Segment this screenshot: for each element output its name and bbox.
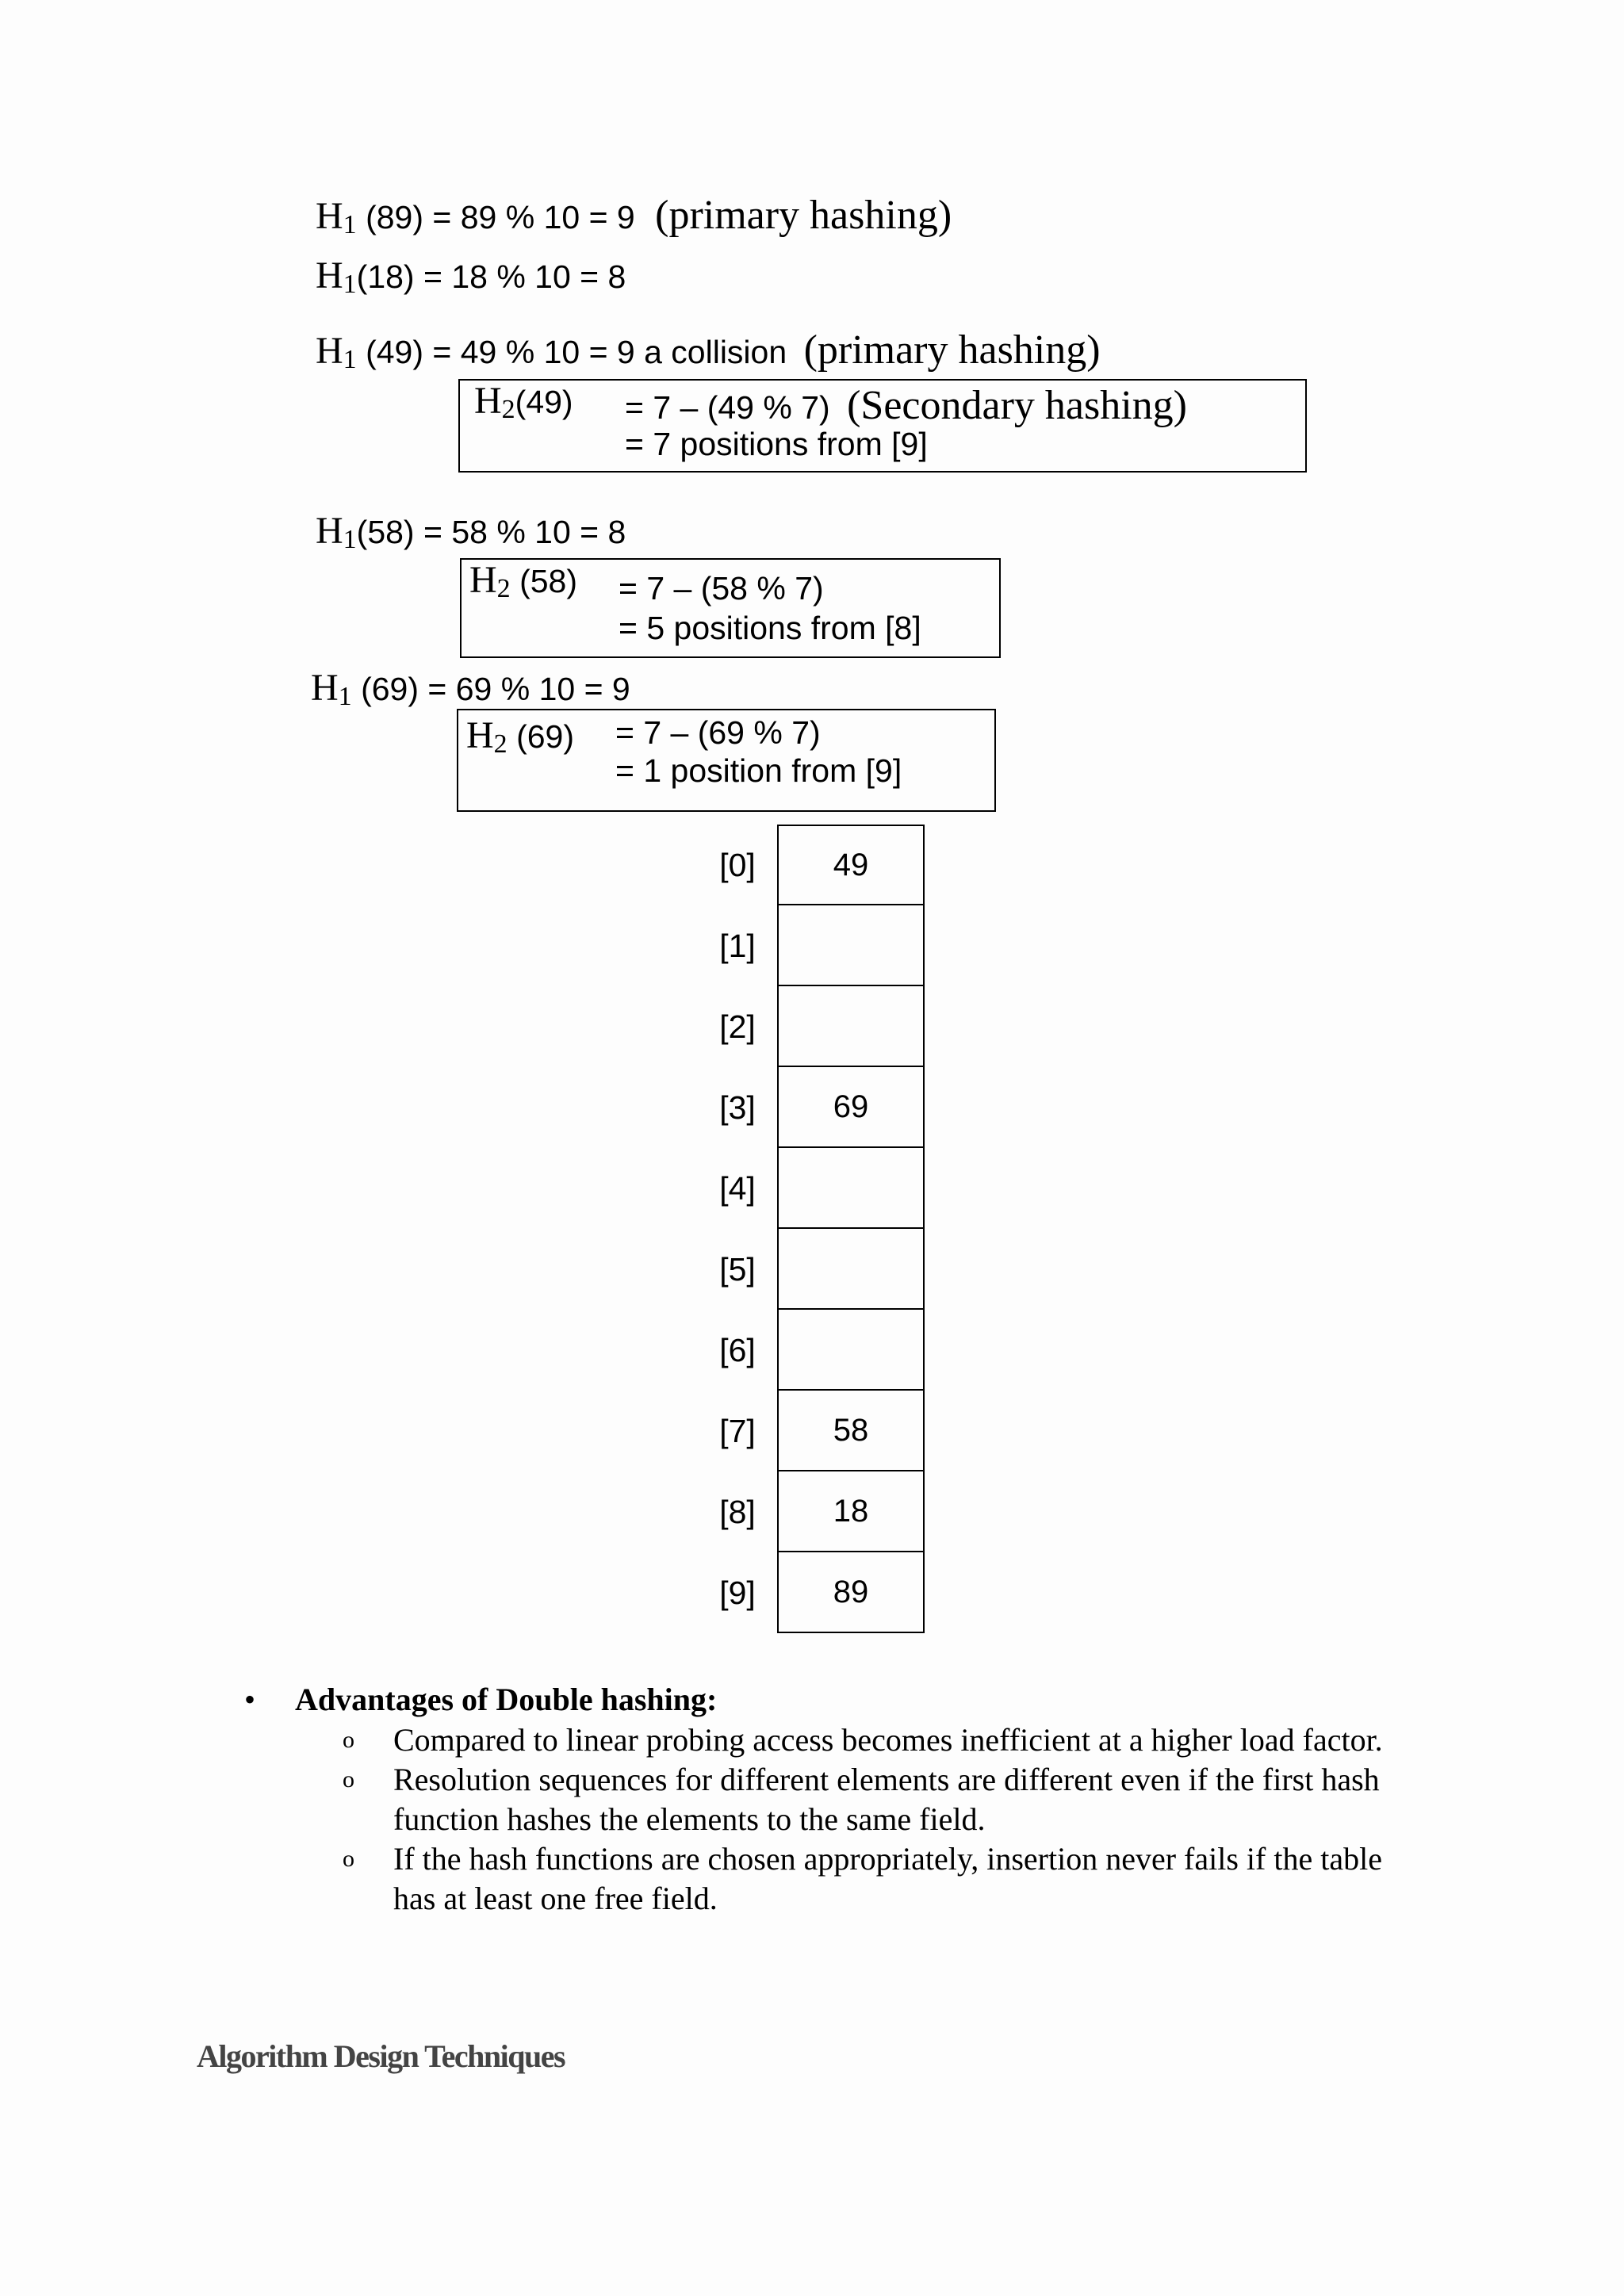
table-row xyxy=(698,1391,936,1471)
h1-58-arg: (58) xyxy=(356,514,415,550)
page-footer: Algorithm Design Techniques xyxy=(197,2038,565,2074)
subscript: 1 xyxy=(343,270,357,299)
h2-49-expr-row xyxy=(625,383,1187,428)
table-cell xyxy=(777,1148,925,1229)
h2-49-note: (Secondary hashing) xyxy=(847,383,1187,428)
table-index: [6] xyxy=(719,1331,756,1368)
table-index: [2] xyxy=(719,1008,756,1045)
table-cell: 69 xyxy=(777,1067,925,1148)
h1-49-arg: (49) xyxy=(366,334,423,370)
h2-58-box xyxy=(460,558,1001,658)
h2-49-line2: = 7 positions from [9] xyxy=(625,426,928,462)
subscript: 1 xyxy=(338,682,352,711)
subscript: 1 xyxy=(343,345,357,374)
h1-89-note: (primary hashing) xyxy=(655,193,952,238)
table-cell: 89 xyxy=(777,1552,925,1633)
table-row xyxy=(698,1471,936,1552)
h2-58-line1 xyxy=(469,561,577,608)
table-index: [1] xyxy=(719,927,756,964)
table-row xyxy=(698,1310,936,1391)
h2-69-expr: = 7 – (69 % 7) xyxy=(615,714,821,751)
table-cell xyxy=(777,905,925,986)
table-row xyxy=(698,1229,936,1310)
subscript: 1 xyxy=(343,210,357,239)
h-letter: H xyxy=(466,714,494,756)
h2-49-line1 xyxy=(474,382,573,429)
table-index: [0] xyxy=(719,846,756,883)
sub-bullet-icon: o xyxy=(343,1846,354,1872)
h-letter: H xyxy=(316,330,343,372)
h2-49-expr: = 7 – (49 % 7) xyxy=(625,389,830,426)
table-cell xyxy=(777,1229,925,1310)
subscript: 1 xyxy=(343,525,357,554)
h2-58-arg: (58) xyxy=(519,563,577,599)
table-index: [3] xyxy=(719,1089,756,1126)
h1-49-note: (primary hashing) xyxy=(803,327,1101,373)
h1-89-expr: = 89 % 10 = 9 xyxy=(432,199,635,235)
sub-bullet-icon: o xyxy=(343,1727,354,1753)
h1-18-line xyxy=(316,254,626,304)
list-item: Compared to linear probing access becomes inefficient at a higher load factor. xyxy=(393,1722,1383,1758)
h1-49-line xyxy=(316,327,1101,379)
list-item: Resolution sequences for different elements are different even if the first hash function hashes the elements to the same field. xyxy=(393,1762,1380,1837)
h2-58-expr: = 7 – (58 % 7) xyxy=(619,570,824,607)
h1-58-line xyxy=(316,512,626,559)
advantages-title: Advantages of Double hashing: xyxy=(295,1682,718,1717)
h1-69-arg: (69) xyxy=(361,671,419,707)
table-row xyxy=(698,1552,936,1633)
sub-bullet-icon: o xyxy=(343,1766,354,1793)
h1-18-arg: (18) xyxy=(356,258,415,295)
h2-69-arg: (69) xyxy=(516,718,574,755)
h2-58-line2: = 5 positions from [8] xyxy=(619,610,921,646)
h1-89-line xyxy=(316,193,952,244)
h1-69-expr: = 69 % 10 = 9 xyxy=(427,671,630,707)
subscript: 2 xyxy=(501,395,515,424)
table-row xyxy=(698,825,936,905)
h1-49-expr: = 49 % 10 = 9 a collision xyxy=(432,334,787,370)
h2-49-box xyxy=(458,379,1307,473)
table-index: [7] xyxy=(719,1412,756,1449)
h-letter: H xyxy=(316,254,343,297)
h1-58-expr: = 58 % 10 = 8 xyxy=(423,514,626,550)
table-row xyxy=(698,1067,936,1148)
table-cell: 49 xyxy=(777,825,925,905)
h-letter: H xyxy=(316,195,343,237)
table-index: [5] xyxy=(719,1250,756,1288)
h-letter: H xyxy=(474,380,502,422)
list-item: If the hash functions are chosen appropriately, insertion never fails if the table has at least one free field. xyxy=(393,1841,1382,1916)
h1-89-arg: (89) xyxy=(366,199,423,235)
h-letter: H xyxy=(316,510,343,552)
h2-69-line1 xyxy=(466,714,574,763)
h-letter: H xyxy=(469,559,497,601)
h-letter: H xyxy=(311,667,339,709)
table-cell: 18 xyxy=(777,1471,925,1552)
subscript: 2 xyxy=(493,729,508,759)
h2-69-line2: = 1 position from [9] xyxy=(615,752,902,789)
table-row xyxy=(698,986,936,1067)
table-cell xyxy=(777,1310,925,1391)
h2-69-box xyxy=(457,709,996,812)
table-index: [9] xyxy=(719,1574,756,1611)
table-cell: 58 xyxy=(777,1391,925,1471)
h2-49-arg: (49) xyxy=(515,384,573,420)
table-index: [8] xyxy=(719,1493,756,1530)
table-row xyxy=(698,905,936,986)
subscript: 2 xyxy=(496,574,511,603)
table-row xyxy=(698,1148,936,1229)
table-index: [4] xyxy=(719,1169,756,1207)
bullet-dot-icon: • xyxy=(244,1682,256,1717)
table-cell xyxy=(777,986,925,1067)
h1-18-expr: = 18 % 10 = 8 xyxy=(423,258,626,295)
